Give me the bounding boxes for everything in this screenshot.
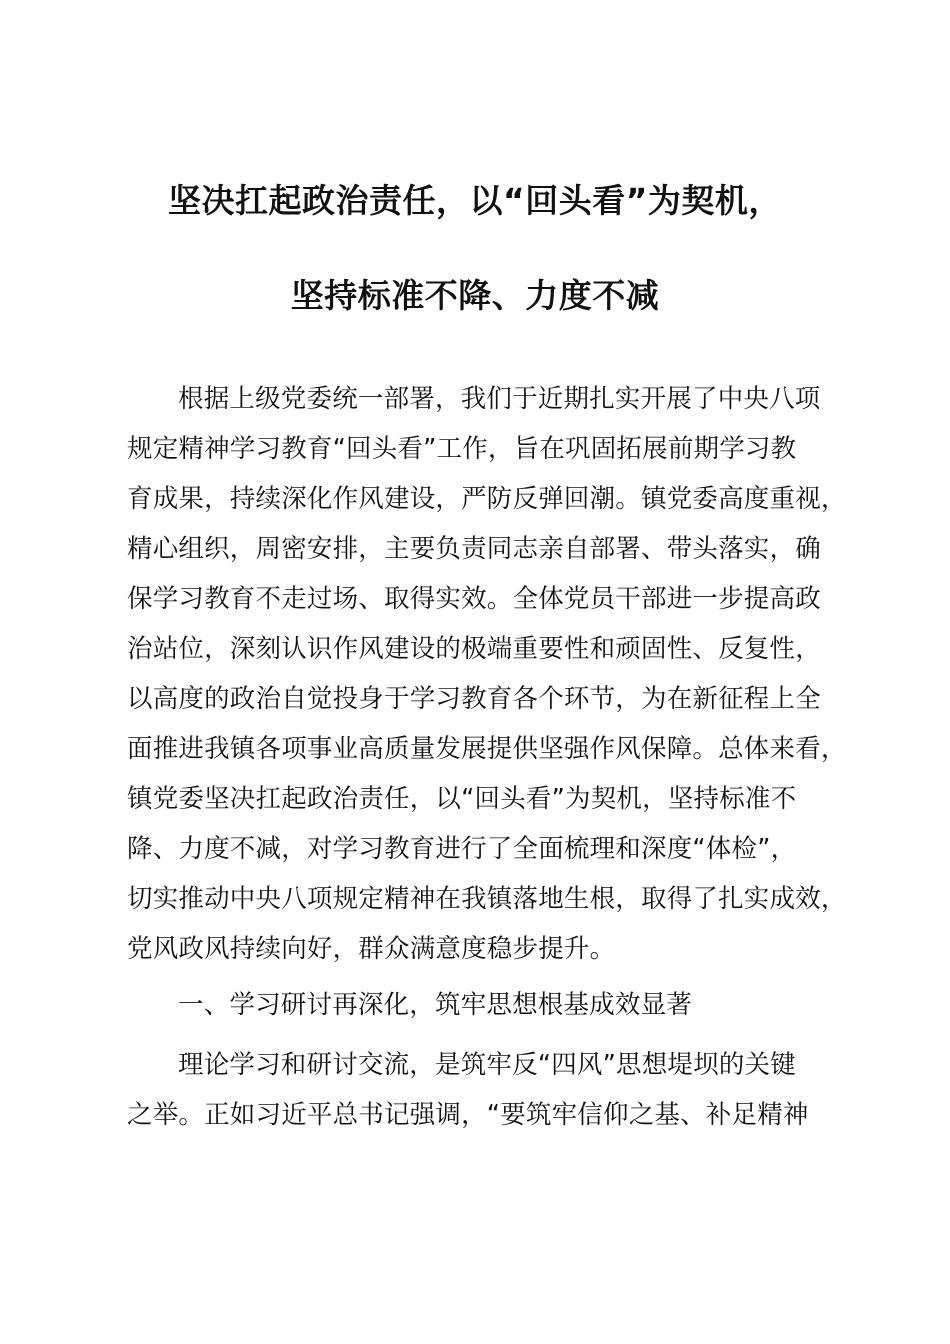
paragraph-1-line-11: 切实推动中央八项规定精神在我镇落地生根，取得了扎实成效， xyxy=(127,884,847,914)
paragraph-1-line-4: 精心组织，周密安排，主要负责同志亲自部署、带头落实，确 xyxy=(127,534,821,564)
paragraph-1-line-1: 根据上级党委统一部署，我们于近期扎实开展了中央八项 xyxy=(178,384,821,414)
document-title-line-1: 坚决扛起政治责任，以“回头看”为契机， xyxy=(168,181,782,220)
paragraph-1-line-12: 党风政风持续向好，群众满意度稳步提升。 xyxy=(127,934,616,964)
paragraph-2-line-2: 之举。正如习近平总书记强调，“要筑牢信仰之基、补足精神 xyxy=(127,1100,809,1130)
section-heading-1: 一、学习研讨再深化，筑牢思想根基成效显著 xyxy=(178,990,693,1020)
paragraph-1-line-3: 育成果，持续深化作风建设，严防反弹回潮。镇党委高度重视， xyxy=(127,484,847,514)
paragraph-1-line-9: 镇党委坚决扛起政治责任，以“回头看”为契机，坚持标准不 xyxy=(127,784,797,814)
paragraph-1-line-6: 治站位，深刻认识作风建设的极端重要性和顽固性、反复性， xyxy=(127,634,821,664)
paragraph-1-line-8: 面推进我镇各项事业高质量发展提供坚强作风保障。总体来看， xyxy=(127,734,847,764)
document-title-line-2: 坚持标准不降、力度不减 xyxy=(290,276,660,315)
paragraph-1-line-5: 保学习教育不走过场、取得实效。全体党员干部进一步提高政 xyxy=(127,584,821,614)
paragraph-1-line-2: 规定精神学习教育“回头看”工作，旨在巩固拓展前期学习教 xyxy=(127,434,797,464)
paragraph-1-line-7: 以高度的政治自觉投身于学习教育各个环节，为在新征程上全 xyxy=(127,684,821,714)
paragraph-1-line-10: 降、力度不减，对学习教育进行了全面梳理和深度“体检”， xyxy=(127,834,797,864)
paragraph-2-line-1: 理论学习和研讨交流，是筑牢反“四风”思想堤坝的关键 xyxy=(178,1050,796,1080)
